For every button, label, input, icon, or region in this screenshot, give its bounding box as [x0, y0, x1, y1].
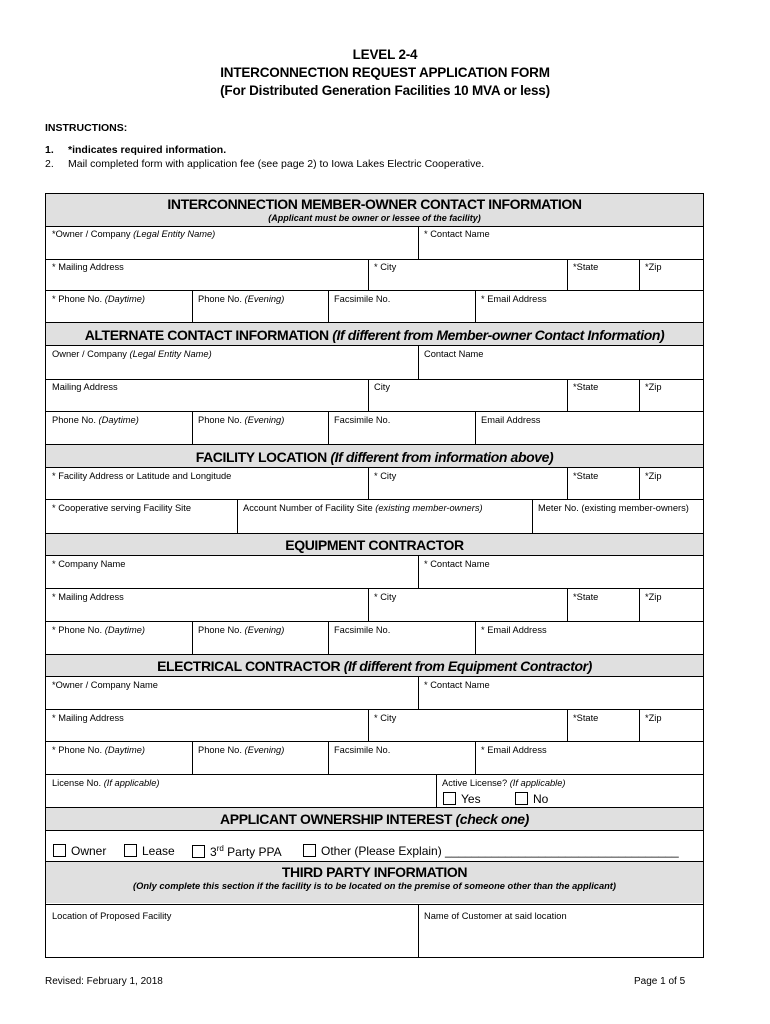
field-label: Phone No. — [198, 294, 245, 304]
row-divider — [45, 741, 704, 742]
cell-divider — [368, 467, 369, 499]
row-divider — [45, 676, 704, 677]
ownership-third-party-option[interactable] — [192, 844, 282, 859]
equip-phone-evening-field[interactable] — [198, 625, 284, 635]
row-divider — [45, 830, 704, 831]
cell-divider — [567, 588, 568, 621]
contact-name-field[interactable]: * Contact Name — [424, 229, 490, 239]
cell-divider — [639, 709, 640, 741]
cell-divider — [639, 588, 640, 621]
cell-divider — [639, 467, 640, 499]
cell-divider — [475, 411, 476, 444]
active-license-no-option[interactable] — [515, 792, 548, 806]
cell-divider — [328, 741, 329, 774]
cooperative-field[interactable]: * Cooperative serving Facility Site — [52, 503, 191, 513]
equip-email-field[interactable]: * Email Address — [481, 625, 547, 635]
field-label-note: (Daytime) — [98, 415, 139, 425]
section-title-member-owner: INTERCONNECTION MEMBER-OWNER CONTACT INFORMATION — [167, 196, 582, 212]
cell-divider — [328, 411, 329, 444]
cell-divider — [192, 621, 193, 654]
section-title-note: (If different from information above) — [330, 449, 554, 465]
row-divider — [45, 379, 704, 380]
elec-state-field[interactable]: *State — [573, 713, 599, 723]
cell-divider — [567, 259, 568, 290]
field-label-note: (Daytime) — [104, 745, 146, 755]
field-label-note: (existing member-owners) — [375, 503, 483, 513]
field-label-note: (If applicable) — [103, 778, 160, 788]
field-label: Phone No. — [198, 625, 245, 635]
table-border-left — [45, 193, 46, 957]
field-label: Owner / Company — [52, 349, 130, 359]
field-label: *Owner / Company — [52, 229, 134, 239]
section-title-third-party: THIRD PARTY INFORMATION — [281, 864, 468, 880]
section-title-text: APPLICANT OWNERSHIP INTEREST — [220, 811, 456, 827]
cell-divider — [418, 555, 419, 588]
alt-city-field[interactable]: City — [374, 382, 391, 392]
option-label: Yes — [461, 792, 481, 806]
email-field[interactable]: * Email Address — [481, 294, 547, 304]
cell-divider — [475, 621, 476, 654]
page-number: Page 1 of 5 — [634, 976, 686, 987]
elec-mailing-field[interactable]: * Mailing Address — [52, 713, 124, 723]
cell-divider — [418, 904, 419, 957]
equip-state-field[interactable]: *State — [573, 592, 599, 602]
elec-fax-field[interactable]: Facsimile No. — [334, 745, 391, 755]
cell-divider — [368, 588, 369, 621]
cell-divider — [192, 290, 193, 322]
instruction-text: Mail completed form with application fee (see page 2) to Iowa Lakes Electric Cooperative. — [68, 158, 485, 170]
cell-divider — [328, 290, 329, 322]
field-label: * Phone No. — [52, 294, 105, 304]
license-number-field[interactable] — [52, 778, 160, 788]
facility-city-field[interactable]: * City — [374, 471, 397, 481]
elec-phone-evening-field[interactable] — [198, 745, 284, 755]
cell-divider — [475, 741, 476, 774]
field-label: Phone No. — [198, 415, 245, 425]
elec-zip-field[interactable]: *Zip — [645, 713, 662, 723]
option-label-superscript: rd — [216, 844, 224, 853]
zip-field[interactable]: *Zip — [645, 262, 662, 272]
row-divider — [45, 654, 704, 655]
field-label-note: (Daytime) — [104, 294, 146, 304]
meter-number-field[interactable]: Meter No. (existing member-owners) — [538, 503, 689, 513]
cell-divider — [639, 379, 640, 411]
equip-phone-daytime-field[interactable] — [52, 625, 145, 635]
row-divider — [45, 533, 704, 534]
equip-mailing-field[interactable]: * Mailing Address — [52, 592, 124, 602]
instruction-2 — [45, 158, 485, 170]
section-subtitle-member-owner: (Applicant must be owner or lessee of the facility) — [268, 213, 481, 223]
field-label-note: (Evening) — [244, 625, 285, 635]
checkbox-icon[interactable] — [303, 844, 316, 857]
alt-fax-field[interactable]: Facsimile No. — [334, 415, 391, 425]
fax-field[interactable]: Facsimile No. — [334, 294, 391, 304]
phone-daytime-field[interactable] — [52, 294, 145, 304]
row-divider — [45, 345, 704, 346]
checkbox-icon[interactable] — [53, 844, 66, 857]
cell-divider — [475, 290, 476, 322]
checkbox-icon[interactable] — [124, 844, 137, 857]
alt-email-field[interactable]: Email Address — [481, 415, 541, 425]
ownership-other-option[interactable] — [303, 844, 679, 858]
form-level: LEVEL 2-4 — [352, 47, 418, 62]
account-number-field[interactable] — [243, 503, 483, 513]
row-divider — [45, 499, 704, 500]
section-title-equipment: EQUIPMENT CONTRACTOR — [285, 537, 464, 553]
field-label-note: (Evening) — [244, 745, 285, 755]
cell-divider — [567, 467, 568, 499]
facility-address-field[interactable]: * Facility Address or Latitude and Longitude — [52, 471, 232, 481]
form-subtitle: (For Distributed Generation Facilities 10 MVA or less) — [220, 83, 550, 98]
cell-divider — [328, 621, 329, 654]
instruction-text: *indicates required information. — [68, 144, 227, 156]
row-divider — [45, 259, 704, 260]
elec-city-field[interactable]: * City — [374, 713, 397, 723]
field-label: Phone No. — [52, 415, 99, 425]
row-divider — [45, 807, 704, 808]
cell-divider — [567, 709, 568, 741]
row-divider — [45, 290, 704, 291]
equip-contact-field[interactable]: * Contact Name — [424, 559, 490, 569]
instructions-heading: INSTRUCTIONS: — [45, 122, 128, 134]
active-license-label — [442, 778, 566, 788]
option-label: Owner — [71, 844, 107, 858]
row-divider — [45, 588, 704, 589]
row-divider — [45, 555, 704, 556]
facility-zip-field[interactable]: *Zip — [645, 471, 662, 481]
option-label: Lease — [142, 844, 175, 858]
section-title-note: (check one) — [455, 811, 529, 827]
field-label-note: (Legal Entity Name) — [133, 229, 216, 239]
cell-divider — [368, 709, 369, 741]
cell-divider — [192, 741, 193, 774]
field-label: Phone No. — [198, 745, 245, 755]
row-divider — [45, 774, 704, 775]
equip-city-field[interactable]: * City — [374, 592, 397, 602]
alt-state-field[interactable]: *State — [573, 382, 599, 392]
option-label: No — [533, 792, 549, 806]
row-divider — [45, 861, 704, 862]
field-label: Account Number of Facility Site — [243, 503, 376, 513]
elec-email-field[interactable]: * Email Address — [481, 745, 547, 755]
option-label: Party PPA — [223, 845, 282, 859]
row-divider — [45, 411, 704, 412]
cell-divider — [418, 676, 419, 709]
section-subtitle-third-party: (Only complete this section if the facility is to be located on the premise of someone other than the applicant) — [133, 881, 616, 891]
section-title-facility — [46, 449, 703, 465]
alt-phone-daytime-field[interactable] — [52, 415, 139, 425]
cell-divider — [418, 345, 419, 379]
cell-divider — [192, 411, 193, 444]
form-title: INTERCONNECTION REQUEST APPLICATION FORM — [220, 65, 550, 80]
option-label: Other (Please Explain) ___________________________________ — [321, 844, 679, 858]
section-title-text: FACILITY LOCATION — [195, 449, 331, 465]
section-title-text: ELECTRICAL CONTRACTOR — [157, 658, 344, 674]
cell-divider — [436, 774, 437, 807]
checkbox-icon[interactable] — [443, 792, 456, 805]
cell-divider — [237, 499, 238, 533]
cell-divider — [418, 226, 419, 259]
cell-divider — [532, 499, 533, 533]
row-divider — [45, 904, 704, 905]
ownership-lease-option[interactable] — [124, 844, 175, 858]
section-title-electrical — [46, 658, 703, 674]
owner-company-field[interactable] — [52, 229, 215, 239]
field-label-note: (Daytime) — [104, 625, 146, 635]
option-label: 3 — [210, 845, 217, 859]
row-divider — [45, 322, 704, 323]
alt-phone-evening-field[interactable] — [198, 415, 284, 425]
facility-state-field[interactable]: *State — [573, 471, 599, 481]
state-field[interactable]: *State — [573, 262, 599, 272]
table-border-right — [703, 193, 704, 957]
cell-divider — [567, 379, 568, 411]
alt-mailing-address-field[interactable]: Mailing Address — [52, 382, 118, 392]
revised-date: Revised: February 1, 2018 — [45, 976, 163, 987]
elec-owner-company-field[interactable]: *Owner / Company Name — [52, 680, 158, 690]
row-divider — [45, 467, 704, 468]
field-label-note: (Evening) — [244, 294, 285, 304]
field-label: * Phone No. — [52, 625, 105, 635]
cell-divider — [368, 379, 369, 411]
field-label: * Phone No. — [52, 745, 105, 755]
field-label: License No. — [52, 778, 104, 788]
field-label: Active License? — [442, 778, 510, 788]
alt-contact-name-field[interactable]: Contact Name — [424, 349, 484, 359]
proposed-facility-location-field[interactable]: Location of Proposed Facility — [52, 911, 172, 921]
alt-owner-company-field[interactable] — [52, 349, 212, 359]
field-label-note: (Legal Entity Name) — [129, 349, 212, 359]
row-divider — [45, 709, 704, 710]
cell-divider — [368, 259, 369, 290]
instruction-1 — [45, 144, 227, 156]
cell-divider — [639, 259, 640, 290]
row-divider — [45, 621, 704, 622]
equip-zip-field[interactable]: *Zip — [645, 592, 662, 602]
row-divider — [45, 193, 704, 194]
row-divider — [45, 226, 704, 227]
equip-company-field[interactable]: * Company Name — [52, 559, 126, 569]
section-title-ownership — [46, 811, 703, 827]
equip-fax-field[interactable]: Facsimile No. — [334, 625, 391, 635]
active-license-yes-option[interactable] — [443, 792, 481, 806]
elec-phone-daytime-field[interactable] — [52, 745, 145, 755]
section-title-text: ALTERNATE CONTACT INFORMATION — [84, 327, 333, 343]
row-divider — [45, 444, 704, 445]
checkbox-icon[interactable] — [192, 845, 205, 858]
elec-contact-field[interactable]: * Contact Name — [424, 680, 490, 690]
instruction-number: 1. — [45, 144, 54, 156]
field-label-note: (Evening) — [244, 415, 285, 425]
customer-name-field[interactable]: Name of Customer at said location — [424, 911, 567, 921]
alt-zip-field[interactable]: *Zip — [645, 382, 662, 392]
city-field[interactable]: * City — [374, 262, 397, 272]
phone-evening-field[interactable] — [198, 294, 284, 304]
section-title-note: (If different from Equipment Contractor) — [343, 658, 592, 674]
row-divider — [45, 957, 704, 958]
field-label-note: (If applicable) — [509, 778, 566, 788]
section-title-alternate — [46, 327, 703, 343]
checkbox-icon[interactable] — [515, 792, 528, 805]
section-title-note: (If different from Member-owner Contact Information) — [332, 327, 665, 343]
instruction-number: 2. — [45, 158, 54, 170]
ownership-owner-option[interactable] — [53, 844, 106, 858]
mailing-address-field[interactable]: * Mailing Address — [52, 262, 124, 272]
